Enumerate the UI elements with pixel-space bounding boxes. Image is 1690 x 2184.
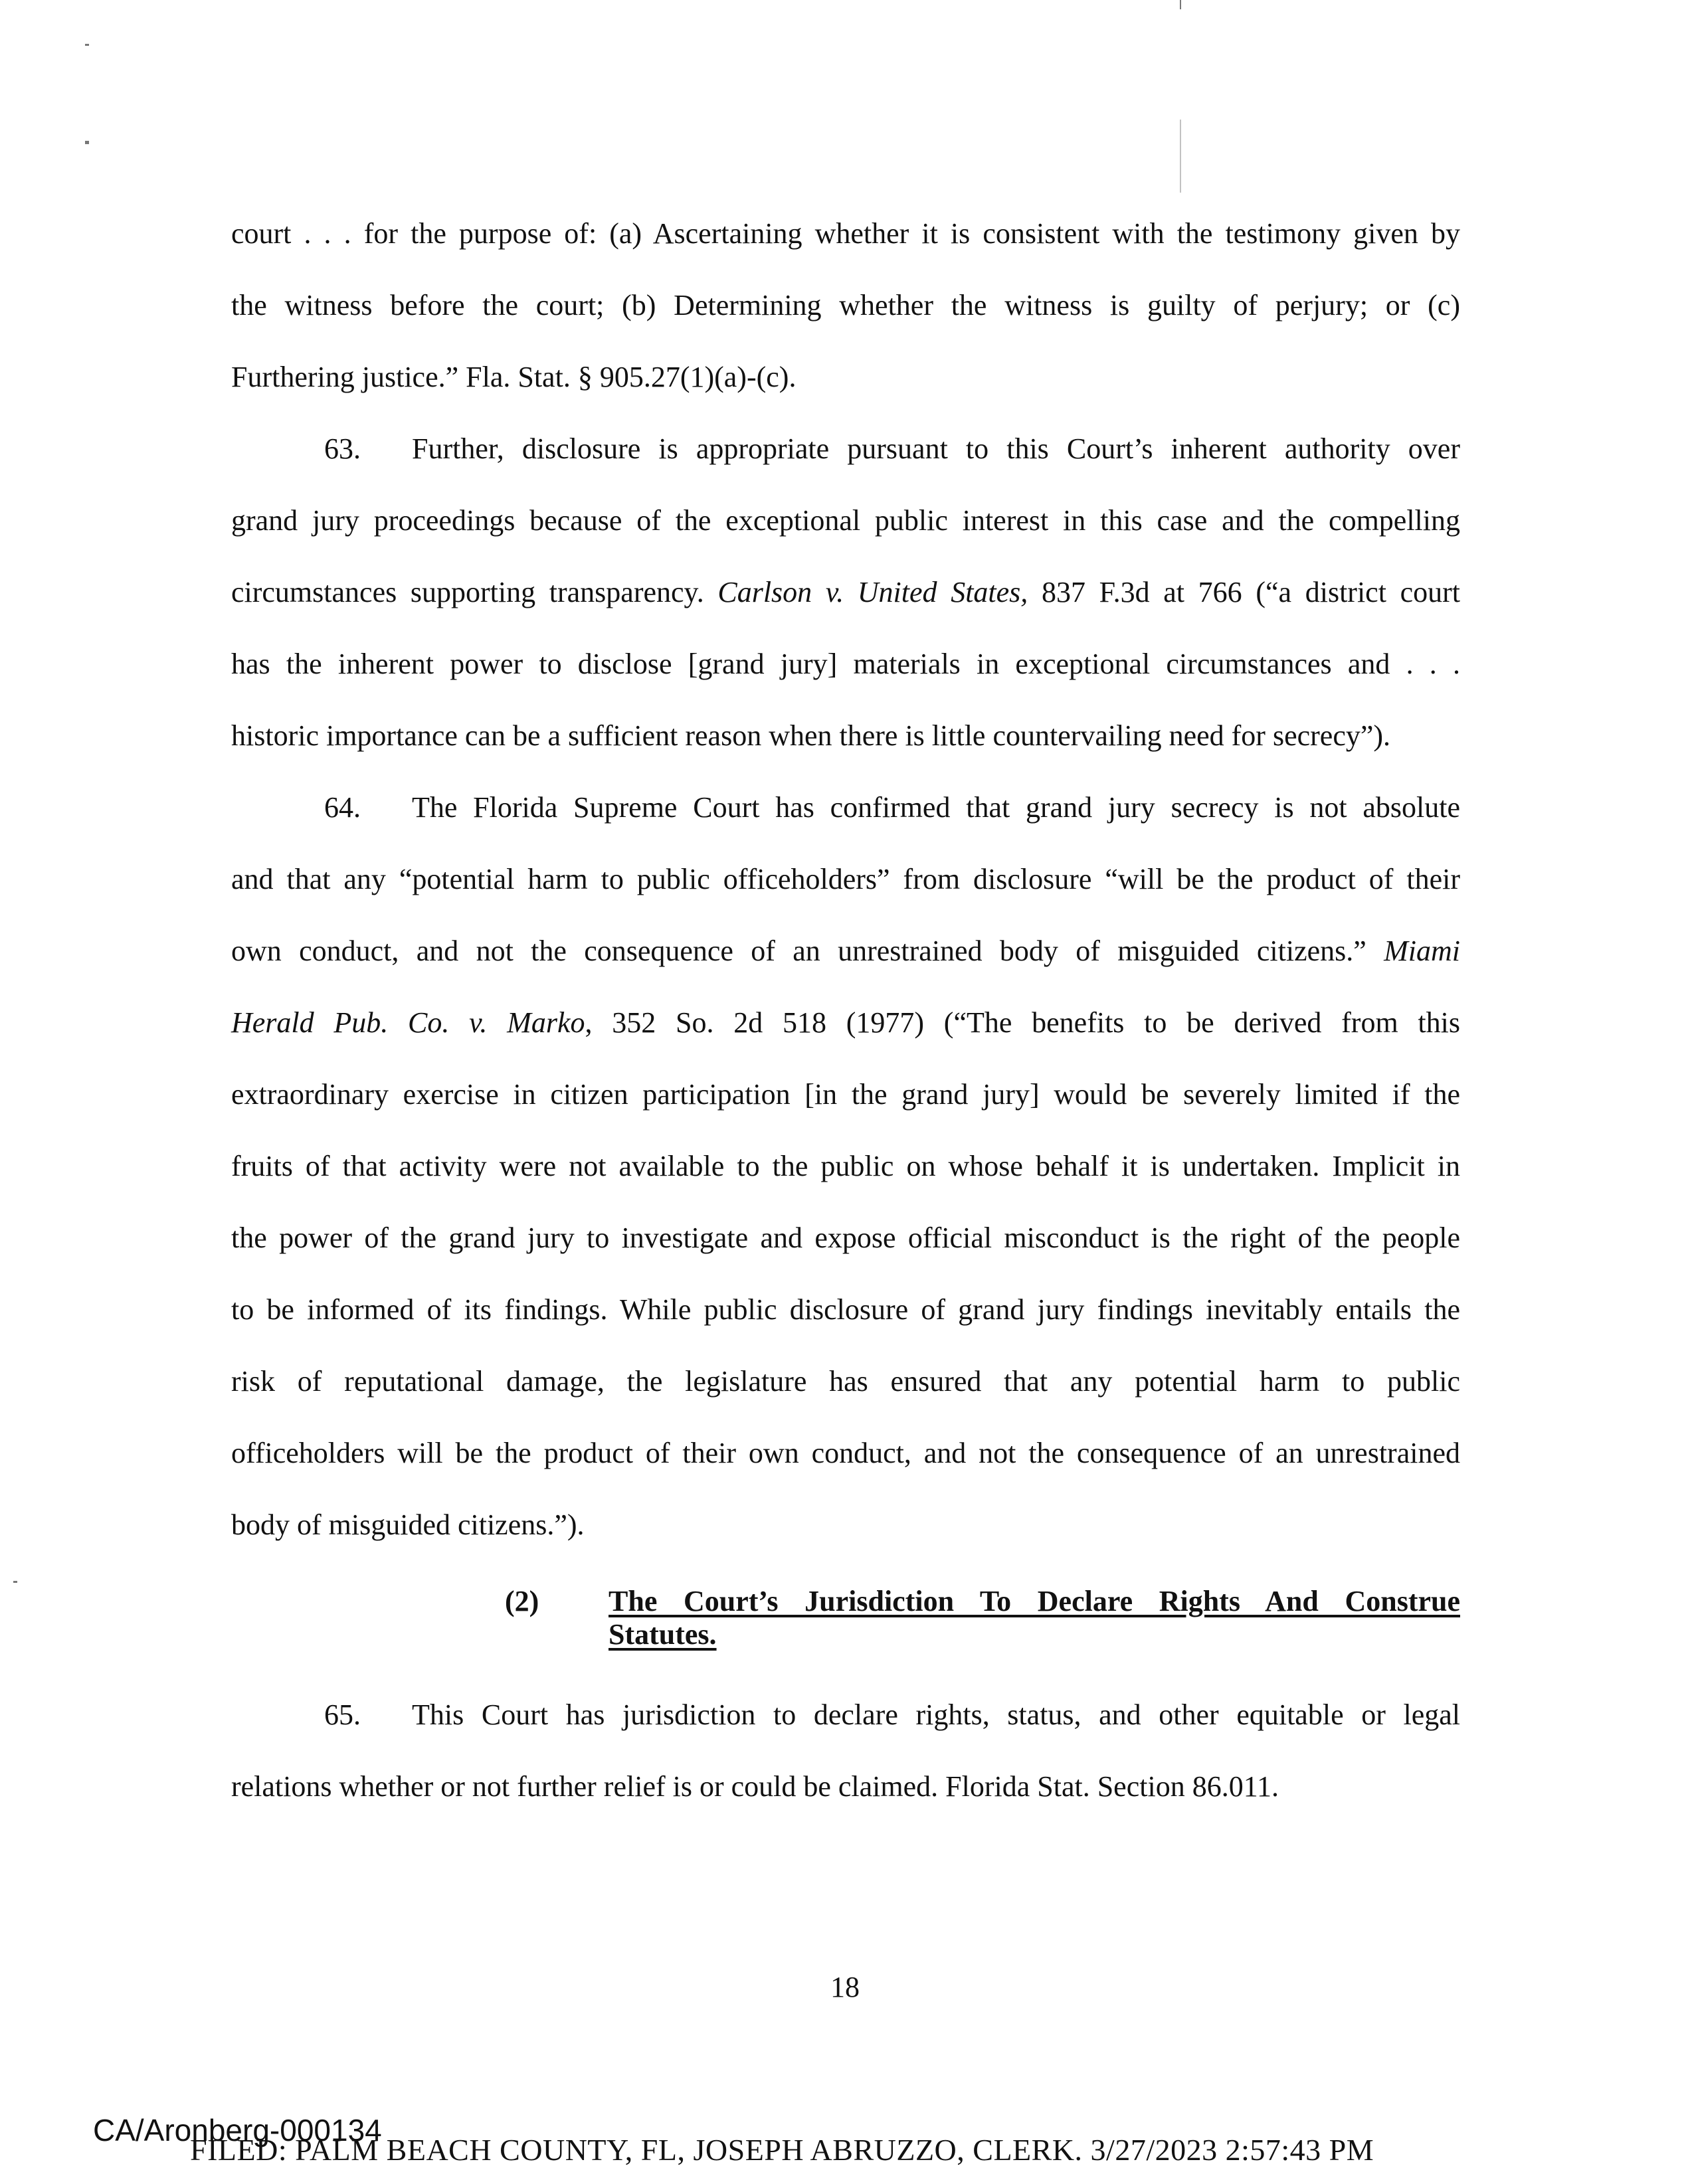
text-line: fruits of that activity were not available to the public on whose behalf it is undertaken. Implicit in (231, 1150, 1460, 1182)
bates-number: CA/Aronberg-000134 (93, 2113, 382, 2147)
scan-mark (13, 1581, 17, 1583)
paragraph-number: 63. (324, 432, 361, 465)
paragraph-63 (231, 413, 1460, 772)
text-line: historic importance can be a sufficient reason when there is little countervailing need for secrecy”). (231, 719, 1391, 752)
text-line: body of misguided citizens.”). (231, 1508, 585, 1541)
section-number: (2) (505, 1585, 539, 1617)
scan-mark (1180, 120, 1181, 193)
text-line: own conduct, and not the consequence of an unrestrained body of misguided citizens.” Miami (231, 935, 1460, 967)
text-line: the power of the grand jury to investigate and expose official misconduct is the right of the people (231, 1222, 1460, 1254)
text-line: the witness before the court; (b) Determining whether the witness is guilty of perjury; or (c) (231, 289, 1460, 321)
text-line: risk of reputational damage, the legislature has ensured that any potential harm to public (231, 1365, 1460, 1398)
scan-mark (85, 141, 89, 144)
text-line: grand jury proceedings because of the exceptional public interest in this case and the compelling (231, 504, 1460, 537)
text-line: officeholders will be the product of their own conduct, and not the consequence of an unrestrained (231, 1437, 1460, 1469)
text-line: court . . . for the purpose of: (a) Ascertaining whether it is consistent with the testimony given by (231, 217, 1460, 250)
scan-mark (1180, 0, 1181, 9)
text-line: Furthering justice.” Fla. Stat. § 905.27(1)(a)-(c). (231, 361, 797, 393)
text-line: circumstances supporting transparency. Carlson v. United States, 837 F.3d at 766 (“a district court (231, 576, 1461, 608)
section-title-line: The Court’s Jurisdiction To Declare Rights And Construe (609, 1585, 1460, 1617)
text-line: 65. This Court has jurisdiction to declare rights, status, and other equitable or legal (231, 1679, 1460, 1751)
section-title (609, 1585, 1460, 1651)
section-title-line: Statutes. (609, 1618, 717, 1651)
filing-stamp: FILED: PALM BEACH COUNTY, FL, JOSEPH ABRUZZO, CLERK. 3/27/2023 2:57:43 PM (190, 2133, 1374, 2167)
text-line: relations whether or not further relief is or could be claimed. Florida Stat. Section 86.011. (231, 1770, 1279, 1803)
text-line: Herald Pub. Co. v. Marko, 352 So. 2d 518 (1977) (“The benefits to be derived from this (231, 1006, 1461, 1039)
case-citation: Carlson v. United States, (717, 576, 1028, 608)
text-line: 64. The Florida Supreme Court has confirmed that grand jury secrecy is not absolute (231, 772, 1460, 844)
text-line: extraordinary exercise in citizen participation [in the grand jury] would be severely limited if the (231, 1078, 1460, 1111)
paragraph-number: 64. (324, 791, 361, 824)
text-line: to be informed of its findings. While public disclosure of grand jury findings inevitably entails the (231, 1293, 1460, 1326)
continuation-paragraph (231, 198, 1460, 413)
text-line: and that any “potential harm to public officeholders” from disclosure “will be the product of their (231, 863, 1460, 895)
page-number: 18 (830, 1971, 860, 2003)
text-line: has the inherent power to disclose [grand jury] materials in exceptional circumstances and . . . (231, 648, 1460, 680)
text-line: 63. Further, disclosure is appropriate pursuant to this Court’s inherent authority over (231, 413, 1460, 485)
paragraph-65 (231, 1679, 1460, 1823)
paragraph-number: 65. (324, 1698, 361, 1731)
scan-mark (85, 44, 89, 46)
paragraph-64 (231, 772, 1460, 1561)
case-citation: Miami (1384, 935, 1460, 967)
case-citation: Herald Pub. Co. v. Marko (231, 1006, 585, 1039)
